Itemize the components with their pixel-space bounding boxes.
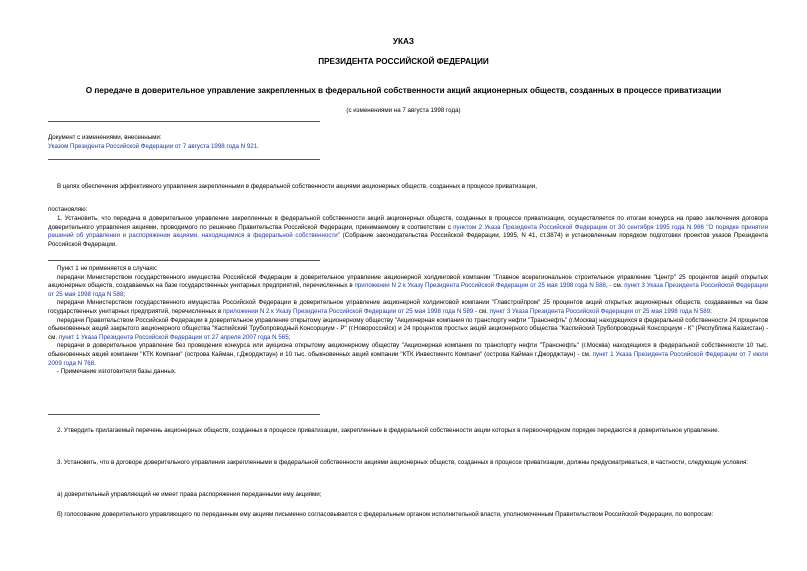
- divider: [48, 159, 320, 160]
- decree-588-link[interactable]: пункт 3 Указа Президента Российской Федерации от 25 мая 1998 года N 588: [48, 282, 768, 298]
- decree-589-link[interactable]: пункт 3 Указа Президента Российской Федерации от 25 мая 1998 года N 589: [489, 307, 711, 315]
- decree-title: УКАЗ: [392, 37, 415, 46]
- preamble: В целях обеспечения эффективного управления закрепленными в федеральной собственности акциями акционерных обществ, созданных в процессе приватизации,: [57, 183, 537, 190]
- note-case-565: передачи Правительством Российской Федерации в доверительное управление открытому акционерному обществу "Акционерная компания по транспорту нефти "Транснефть" (г.Москва) находящихся в федеральной собственности 24 процентов обыкновенных акций закрытого акционерного общества "Каспийский Трубопроводный Консорциум - Р" (г.Новороссийск) и 24 процентов простых акций акционерного общества "Каспийский Трубопроводный Консорциум - К" (Республика Казахстан) - см. пункт 1 Указа Президента Российской Федерации от 27 апреля 2007 года N 565;: [48, 316, 768, 341]
- note-case-588: передачи Министерством государственного имущества Российской Федерации в доверительное управление акционерной холдинговой компании "Главное всерегиональное строительное управление "Центр" 25 процентов акций открытых акционерных обществ, создаваемых на базе государственных унитарных предприятий, перечисленных в приложении N 2 к Указу Президента Российской Федерации от 25 мая 1998 года N 588, - см. пункт 3 Указа Президента Российской Федерации от 25 мая 1998 года N 588;: [48, 273, 768, 298]
- resolve-word: постановляю:: [48, 206, 88, 213]
- editor-note: [48, 265, 768, 377]
- paragraph-3: 3. Установить, что в договоре доверительного управления закрепленными в федеральной собственности акциями акционерных обществ, созданных в процессе приватизации, должны предусматриваться, в частности, следующие условия:: [57, 459, 749, 466]
- paragraph-2: 2. Утвердить прилагаемый перечень акционерных обществ, созданных в процессе приватизации, закрепленные в федеральной собственности акции которых в первоочередном порядке передаются в доверительное управление.: [57, 427, 720, 434]
- decree-986-link[interactable]: пунктом 2 Указа Президента Российской Федерации от 30 сентября 1995 года N 986 "О порядке принятия решений об управлении и распоряжении акциями, находящимися в федеральной собственности": [48, 223, 768, 240]
- divider: [48, 414, 320, 415]
- changes-link[interactable]: Указом Президента Российской Федерации от 7 августа 1998 года N 921.: [48, 142, 259, 150]
- changes-label: Документ с изменениями, внесенными:: [48, 134, 162, 141]
- document-title: О передаче в доверительное управление закрепленных в федеральной собственности акций акционерных обществ, созданных в процессе приватизации: [85, 86, 722, 95]
- decree-565-link[interactable]: пункт 1 Указа Президента Российской Федерации от 27 апреля 2007 года N 565: [58, 333, 289, 341]
- annex-589-link[interactable]: приложении N 2 к Указу Президента Российской Федерации от 25 мая 1998 года N 589: [222, 307, 474, 315]
- divider: [48, 121, 320, 122]
- note-case-768: передачи в доверительное управление без проведения конкурса или аукциона открытому акционерному обществу "Акционерная компания по транспорту нефти "Транснефть" (г.Москва) находящихся в федеральной собственности 10 тыс. обыкновенных акций компании "КТК Компани" (острова Кайман, г.Джорджтаун) и 10 тыс. обыкновенных акций компании "КТК Инвестментс Компани" (острова Кайман г.Джорджтаун) - см. пункт 1 Указа Президента Российской Федерации от 7 июля 2009 года N 768.: [48, 342, 768, 367]
- issuer-title: ПРЕЗИДЕНТА РОССИЙСКОЙ ФЕДЕРАЦИИ: [318, 57, 489, 66]
- note-case-589: передачи Министерством государственного имущества Российской Федерации в доверительное управление акционерной холдинговой компании "Главстройпром" 25 процентов акций открытых акционерных обществ, создаваемых на базе государственных унитарных предприятий, перечисленных в приложении N 2 к Указу Президента Российской Федерации от 25 мая 1998 года N 589 - см. пункт 3 Указа Президента Российской Федерации от 25 мая 1998 года N 589;: [48, 299, 768, 315]
- paragraph-1-text: 1. Установить, что передача в доверительное управление закрепленных в федеральной собственности акций акционерных обществ, созданных в процессе приватизации, осуществляется по итогам конкурса на право заключения договора доверительного управления акциями, проводимого по решению Правительства Российской Федерации, принимаемому в соответствии с: [48, 215, 768, 231]
- changes-block: [48, 134, 768, 151]
- decree-768-link[interactable]: пункт 1 Указа Президента Российской Федерации от 7 июля 2009 года N 768: [48, 350, 768, 367]
- divider: [48, 260, 320, 261]
- paragraph-1-text-end: (Собрание законодательства Российской Федерации, 1995, N 41, ст.3874) и установленным порядком подготовки проектов указов Президента Российской Федерации.: [48, 232, 768, 248]
- revision-note: (с изменениями на 7 августа 1998 года): [346, 107, 461, 114]
- annex-588-link[interactable]: приложении N 2 к Указу Президента Российской Федерации от 25 мая 1998 года N 588: [354, 282, 606, 290]
- clause-b: б) голосование доверительного управляющего по переданным ему акциям письменно согласовывается с федеральным органом исполнительной власти, уполномоченным Правительством Российской Федерации, по вопросам:: [57, 511, 714, 518]
- note-footer: - Примечание изготовителя базы данных.: [57, 368, 177, 376]
- note-intro: Пункт 1 не применяется в случаях:: [57, 265, 158, 272]
- paragraph-1: [48, 215, 768, 249]
- clause-a: а) доверительный управляющий не имеет права распоряжения переданными ему акциями;: [57, 491, 322, 498]
